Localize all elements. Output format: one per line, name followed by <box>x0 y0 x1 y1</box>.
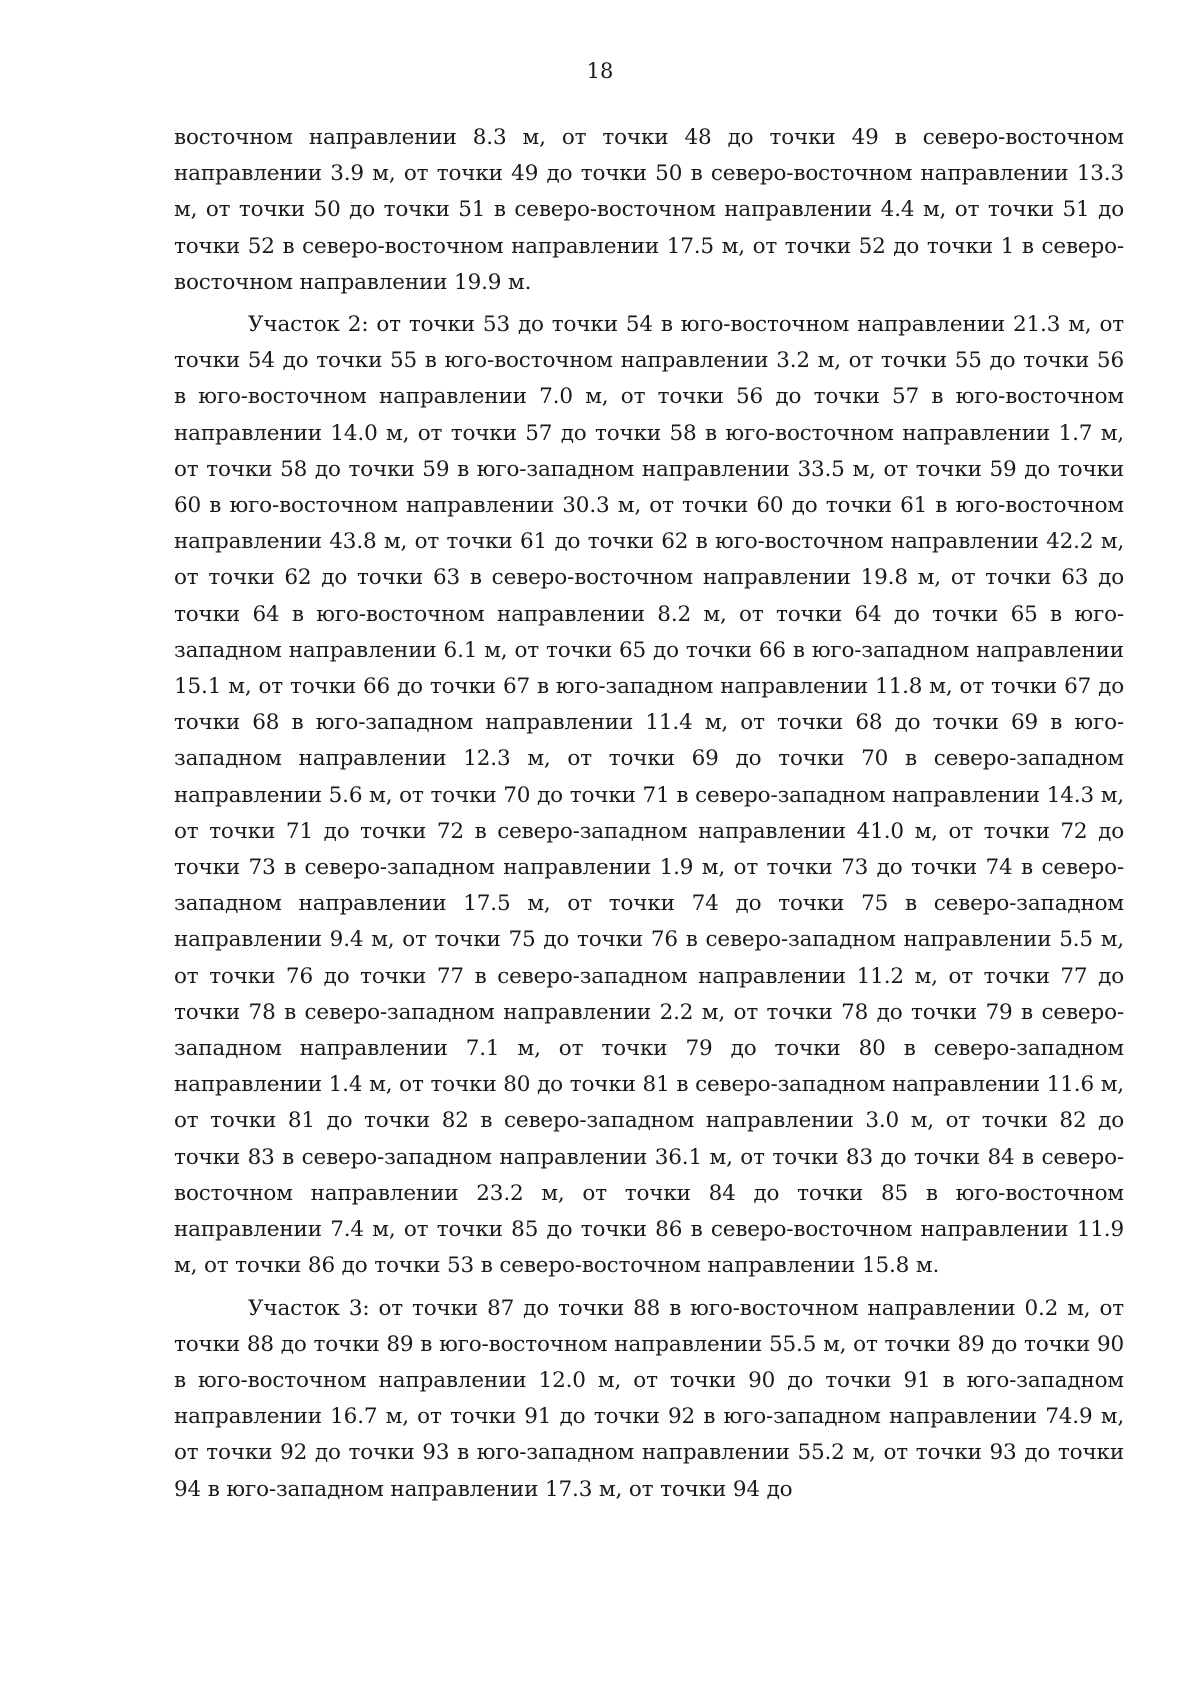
document-body <box>174 120 1124 1514</box>
paragraph-section-2: Участок 2: от точки 53 до точки 54 в юго-восточном направлении 21.3 м, от точки 54 до точки 55 в юго-восточном направлении 3.2 м, от точки 55 до точки 56 в юго-восточном направлении 7.0 м, от точки 56 до точки 57 в юго-восточном направлении 14.0 м, от точки 57 до точки 58 в юго-восточном направлении 1.7 м, от точки 58 до точки 59 в юго-западном направлении 33.5 м, от точки 59 до точки 60 в юго-восточном направлении 30.3 м, от точки 60 до точки 61 в юго-восточном направлении 43.8 м, от точки 61 до точки 62 в юго-восточном направлении 42.2 м, от точки 62 до точки 63 в северо-восточном направлении 19.8 м, от точки 63 до точки 64 в юго-восточном направлении 8.2 м, от точки 64 до точки 65 в юго-западном направлении 6.1 м, от точки 65 до точки 66 в юго-западном направлении 15.1 м, от точки 66 до точки 67 в юго-западном направлении 11.8 м, от точки 67 до точки 68 в юго-западном направлении 11.4 м, от точки 68 до точки 69 в юго-западном направлении 12.3 м, от точки 69 до точки 70 в северо-западном направлении 5.6 м, от точки 70 до точки 71 в северо-западном направлении 14.3 м, от точки 71 до точки 72 в северо-западном направлении 41.0 м, от точки 72 до точки 73 в северо-западном направлении 1.9 м, от точки 73 до точки 74 в северо-западном направлении 17.5 м, от точки 74 до точки 75 в северо-западном направлении 9.4 м, от точки 75 до точки 76 в северо-западном направлении 5.5 м, от точки 76 до точки 77 в северо-западном направлении 11.2 м, от точки 77 до точки 78 в северо-западном направлении 2.2 м, от точки 78 до точки 79 в северо-западном направлении 7.1 м, от точки 79 до точки 80 в северо-западном направлении 1.4 м, от точки 80 до точки 81 в северо-западном направлении 11.6 м, от точки 81 до точки 82 в северо-западном направлении 3.0 м, от точки 82 до точки 83 в северо-западном направлении 36.1 м, от точки 83 до точки 84 в северо-восточном направлении 23.2 м, от точки 84 до точки 85 в юго-восточном направлении 7.4 м, от точки 85 до точки 86 в северо-восточном направлении 11.9 м, от точки 86 до точки 53 в северо-восточном направлении 15.8 м. <box>174 312 1124 1279</box>
paragraph-section-3: Участок 3: от точки 87 до точки 88 в юго-восточном направлении 0.2 м, от точки 88 до точки 89 в юго-восточном направлении 55.5 м, от точки 89 до точки 90 в юго-восточном направлении 12.0 м, от точки 90 до точки 91 в юго-западном направлении 16.7 м, от точки 91 до точки 92 в юго-западном направлении 74.9 м, от точки 92 до точки 93 в юго-западном направлении 55.2 м, от точки 93 до точки 94 в юго-западном направлении 17.3 м, от точки 94 до <box>174 1295 1124 1502</box>
page-number: 18 <box>586 59 614 83</box>
paragraph-continuation: восточном направлении 8.3 м, от точки 48 до точки 49 в северо-восточном направлении 3.9 м, от точки 49 до точки 50 в северо-восточном направлении 13.3 м, от точки 50 до точки 51 в северо-восточном направлении 4.4 м, от точки 51 до точки 52 в северо-восточном направлении 17.5 м, от точки 52 до точки 1 в северо-восточном направлении 19.9 м. <box>174 125 1124 295</box>
